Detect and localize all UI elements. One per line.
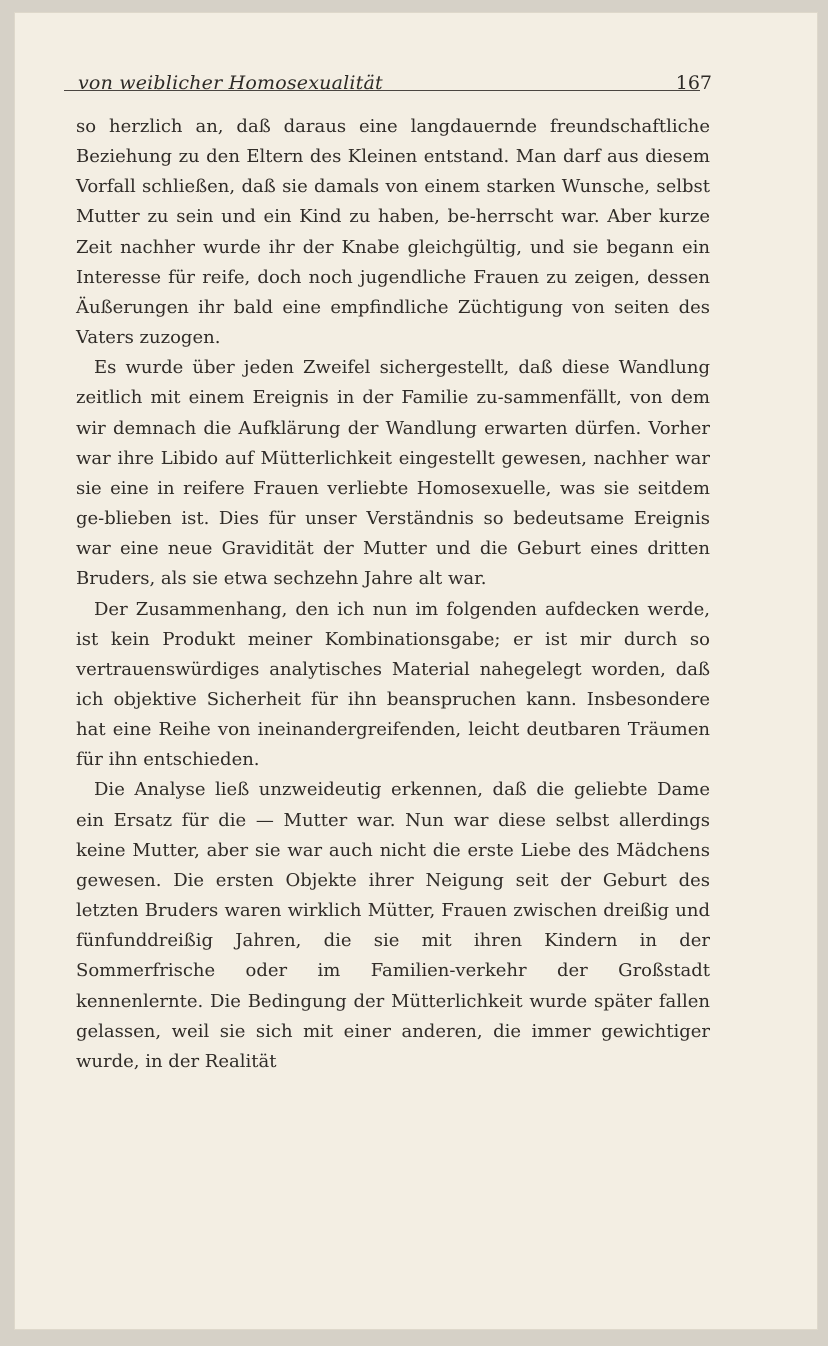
paragraph-4: Die Analyse ließ unzweideutig erkennen, daß die geliebte Dame ein Ersatz für die — Mutter war. Nun war diese selbst allerdings keine Mutter, aber sie war auch nicht die erste Liebe des Mädchens gewesen. Die ersten Objekte ihrer Neigung seit der Geburt des letzten Bruders waren wirklich Mütter, Frauen zwischen dreißig und fünfunddreißig Jahren, die sie mit ihren Kindern in der Sommerfrische oder im Familien-verkehr der Großstadt kennenlernte. Die Bedingung der Mütterlichkeit wurde später fallen gelassen, weil sie sich mit einer anderen, die immer gewichtiger wurde, in der Realität bbox=[76, 779, 710, 1072]
body-text bbox=[76, 112, 710, 1077]
paragraph-2: Es wurde über jeden Zweifel sichergestellt, daß diese Wandlung zeitlich mit einem Ereignis in der Familie zu-sammenfällt, von dem wir demnach die Aufklärung der Wandlung erwarten dürfen. Vorher war ihre Libido auf Mütterlichkeit eingestellt gewesen, nachher war sie eine in reifere Frauen verliebte Homosexuelle, was sie seitdem ge-blieben ist. Dies für unser Verständnis so bedeutsame Ereignis war eine neue Gravidität der Mutter und die Geburt eines dritten Bruders, als sie etwa sechzehn Jahre alt war. bbox=[76, 357, 710, 590]
page-header bbox=[78, 72, 712, 100]
paragraph-3: Der Zusammenhang, den ich nun im folgenden aufdecken werde, ist kein Produkt meiner Kombinationsgabe; er ist mir durch so vertrauenswürdiges analytisches Material nahegelegt worden, daß ich objektive Sicherheit für ihn beanspruchen kann. Insbesondere hat eine Reihe von ineinandergreifenden, leicht deutbaren Träumen für ihn entschieden. bbox=[76, 598, 710, 771]
paragraph-1: so herzlich an, daß daraus eine langdauernde freundschaftliche Beziehung zu den Eltern des Kleinen entstand. Man darf aus diesem Vorfall schließen, daß sie damals von einem starken Wunsche, selbst Mutter zu sein und ein Kind zu haben, be-herrscht war. Aber kurze Zeit nachher wurde ihr der Knabe gleichgültig, und sie begann ein Interesse für reife, doch noch jugendliche Frauen zu zeigen, dessen Äußerungen ihr bald eine empfindliche Züchtigung von seiten des Vaters zuzogen. bbox=[76, 116, 710, 349]
running-title: von weiblicher Homosexualität bbox=[78, 72, 383, 94]
header-rule bbox=[64, 90, 700, 91]
page-number: 167 bbox=[675, 72, 712, 94]
